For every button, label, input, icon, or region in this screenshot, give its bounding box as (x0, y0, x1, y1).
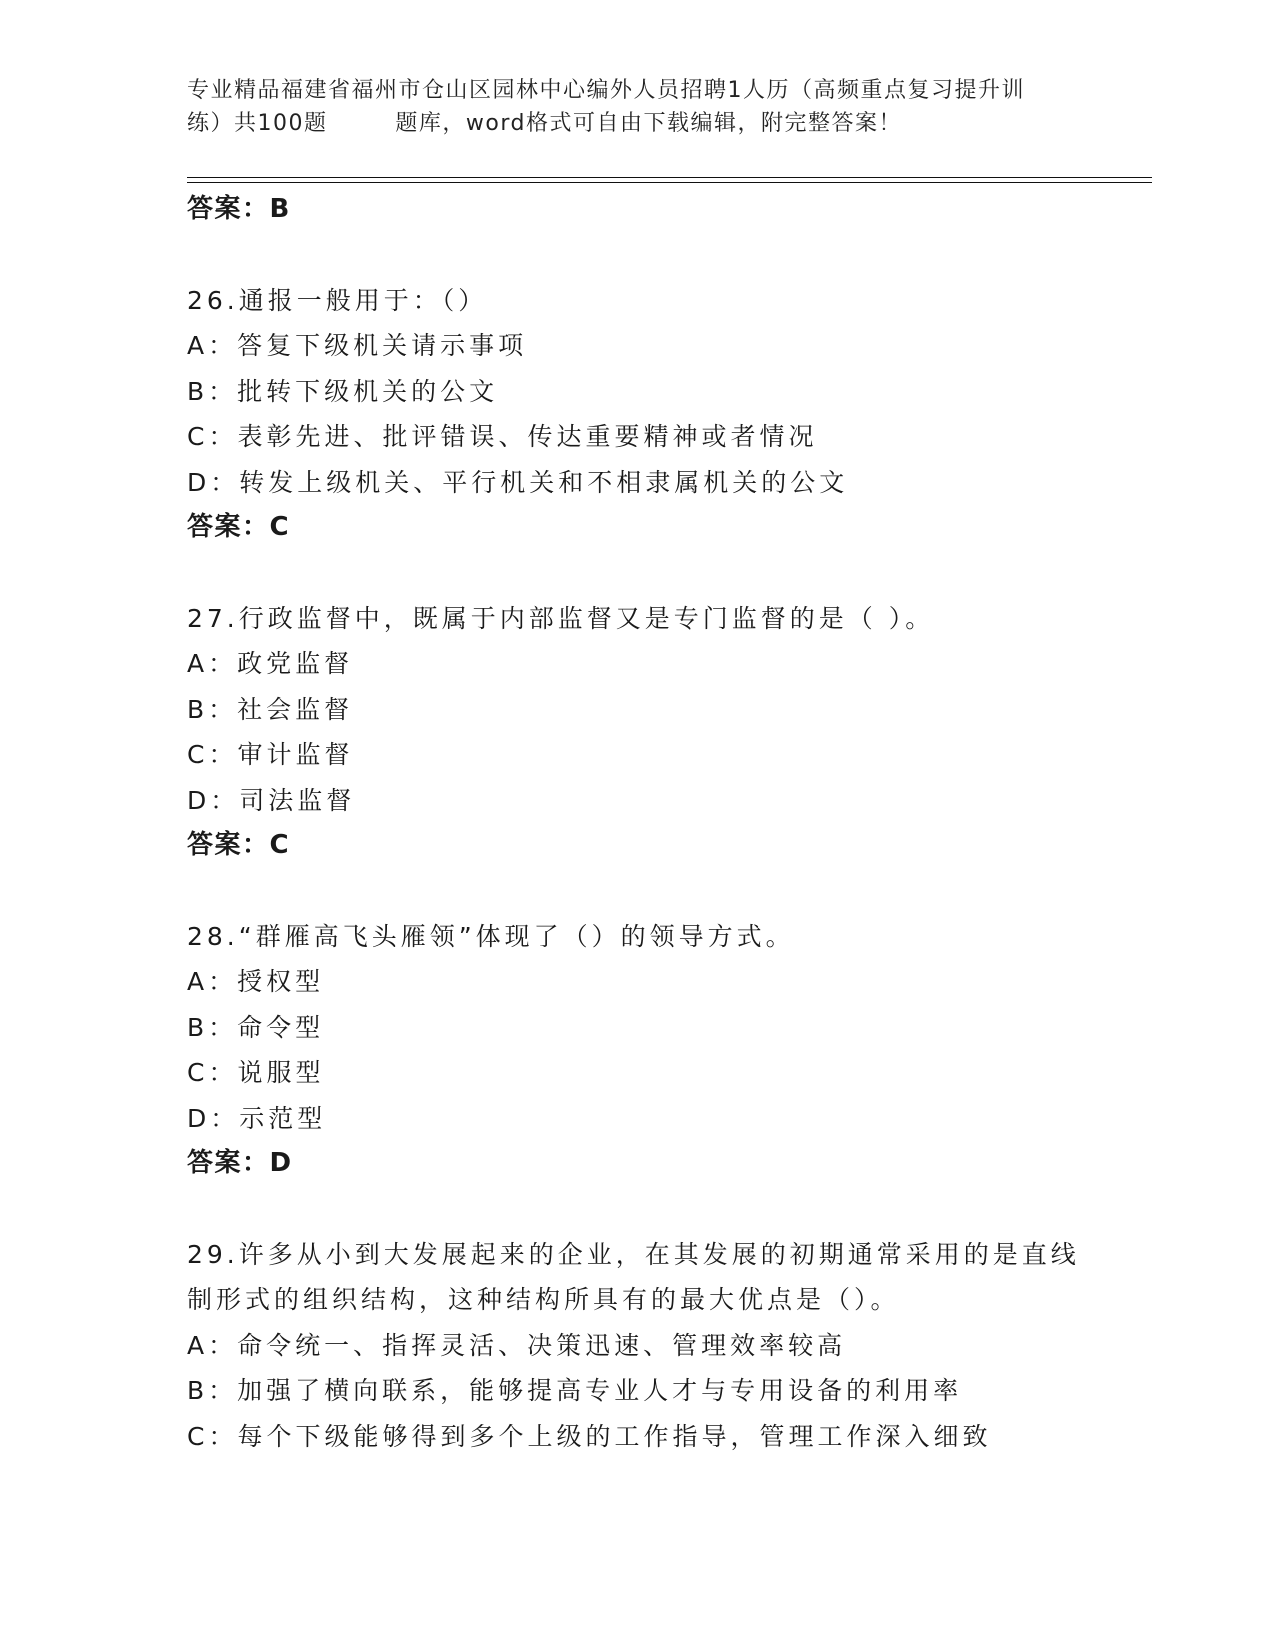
option-b: B：批转下级机关的公文 (187, 376, 499, 406)
option-c: C：审计监督 (187, 740, 354, 769)
option-c: C：说服型 (187, 1058, 325, 1087)
option-b: B：加强了横向联系，能够提高专业人才与专用设备的利用率 (187, 1376, 963, 1405)
question-text: 26.通报一般用于：（） (187, 285, 488, 315)
question-list (187, 187, 1147, 1459)
header-divider-top (187, 177, 1152, 178)
option-c: C：表彰先进、批评错误、传达重要精神或者情况 (187, 422, 818, 451)
question-27 (187, 596, 1147, 869)
question-29 (187, 1232, 1147, 1460)
header-divider-bottom (187, 182, 1152, 183)
question-text: 27.行政监督中，既属于内部监督又是专门监督的是（ ）。 (187, 603, 935, 633)
option-d: D：示范型 (187, 1103, 327, 1133)
question-text-line-1: 29.许多从小到大发展起来的企业，在其发展的初期通常采用的是直线 (187, 1239, 1080, 1269)
option-b: B：命令型 (187, 1012, 325, 1042)
option-a: A：命令统一、指挥灵活、决策迅速、管理效率较高 (187, 1330, 847, 1360)
question-text: 28.“群雁高飞头雁领”体现了（）的领导方式。 (187, 921, 795, 951)
answer-line: 答案：C (187, 512, 291, 542)
question-text-line-2: 制形式的组织结构，这种结构所具有的最大优点是（）。 (187, 1285, 900, 1314)
header-line-2: 练）共100题 题库，word格式可自由下载编辑，附完整答案！ (187, 111, 903, 136)
option-a: A：授权型 (187, 967, 325, 996)
option-d: D：司法监督 (187, 785, 356, 815)
answer-line: 答案：B (187, 194, 291, 224)
option-b: B：社会监督 (187, 694, 354, 724)
question-28 (187, 914, 1147, 1187)
page-header (187, 74, 1087, 140)
answer-line: 答案：C (187, 830, 291, 860)
option-c: C：每个下级能够得到多个上级的工作指导，管理工作深入细致 (187, 1421, 992, 1451)
header-line-1: 专业精品福建省福州市仓山区园林中心编外人员招聘1人历（高频重点复习提升训 (187, 78, 1025, 103)
question-26 (187, 278, 1147, 551)
answer-line: 答案：D (187, 1148, 293, 1178)
option-d: D：转发上级机关、平行机关和不相隶属机关的公文 (187, 467, 849, 497)
option-a: A：政党监督 (187, 649, 354, 678)
option-a: A：答复下级机关请示事项 (187, 331, 528, 360)
